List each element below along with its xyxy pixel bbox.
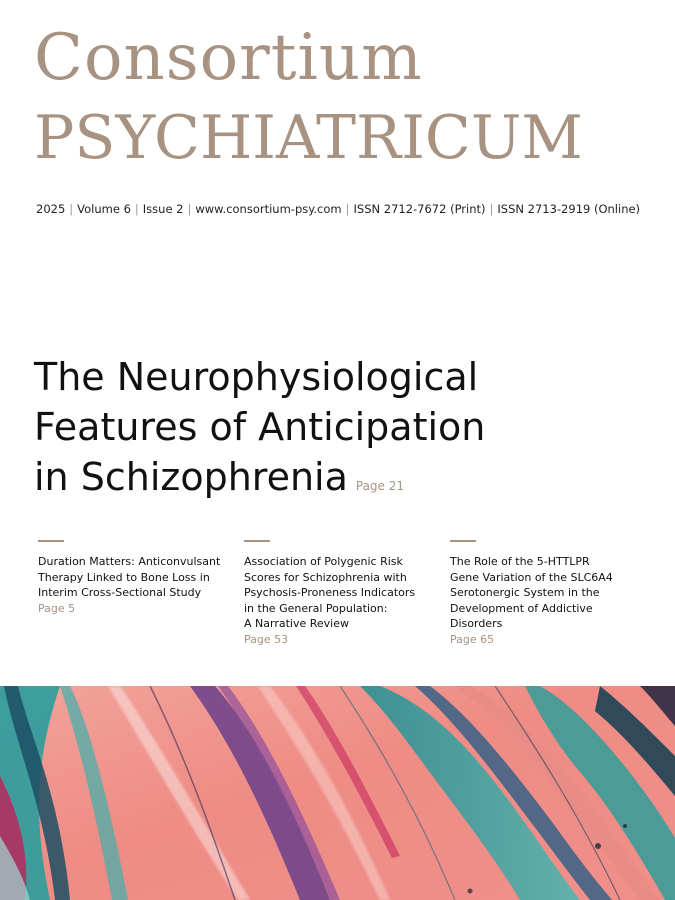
masthead-psychiatricum: PSYCHIATRICUM bbox=[34, 103, 583, 173]
article-title-line: Gene Variation of the SLC6A4 bbox=[450, 570, 613, 584]
issue-number: Issue 2 bbox=[142, 202, 184, 216]
issue-info-bar bbox=[36, 201, 640, 217]
feature-title-line-text: in Schizophrenia bbox=[34, 455, 348, 499]
article-item bbox=[38, 540, 228, 616]
feature-title-line: Features of Anticipation bbox=[34, 405, 486, 449]
article-title-line: Association of Polygenic Risk bbox=[244, 555, 403, 568]
journal-website: www.consortium-psy.com bbox=[195, 202, 342, 216]
article-title-line: Serotonergic System in the bbox=[450, 586, 600, 599]
separator: | bbox=[134, 202, 139, 216]
feature-title-line: The Neurophysiological bbox=[34, 355, 479, 399]
feature-article bbox=[34, 352, 634, 511]
article-title-line: The Role of the 5-HTTLPR bbox=[450, 555, 590, 568]
article-title-line: in the General Population: bbox=[244, 601, 388, 615]
article-page-number: Page 5 bbox=[38, 601, 76, 615]
article-title-line: Development of Addictive bbox=[450, 601, 593, 615]
issue-year: 2025 bbox=[36, 202, 66, 216]
journal-masthead bbox=[0, 0, 675, 230]
article-title-line: Scores for Schizophrenia with bbox=[244, 570, 407, 584]
masthead-consortium: Consortium bbox=[34, 21, 423, 95]
separator: | bbox=[345, 202, 350, 216]
issue-volume: Volume 6 bbox=[77, 202, 131, 216]
article-list bbox=[38, 540, 648, 660]
article-title-line: A Narrative Review bbox=[244, 617, 349, 630]
article-page-number: Page 53 bbox=[244, 632, 289, 646]
issn-online: ISSN 2713-2919 (Online) bbox=[497, 202, 641, 216]
article-title-line: Duration Matters: Anticonvulsant bbox=[38, 555, 221, 568]
article-rule bbox=[38, 540, 64, 542]
feature-title-line-last bbox=[34, 452, 634, 511]
article-rule bbox=[244, 540, 270, 542]
feature-title bbox=[34, 352, 634, 511]
article-title-line: Therapy Linked to Bone Loss in bbox=[38, 570, 210, 584]
separator: | bbox=[489, 202, 494, 216]
article-page-number: Page 65 bbox=[450, 632, 495, 646]
separator: | bbox=[187, 202, 192, 216]
article-rule bbox=[450, 540, 476, 542]
paint-swirl-image bbox=[0, 686, 675, 900]
issn-print: ISSN 2712-7672 (Print) bbox=[353, 202, 486, 216]
article-title-line: Disorders bbox=[450, 617, 503, 630]
abstract-paint-artwork bbox=[0, 686, 675, 900]
article-item bbox=[450, 540, 640, 647]
article-title bbox=[450, 554, 640, 632]
article-title bbox=[244, 554, 434, 632]
article-title-line: Psychosis-Proneness Indicators bbox=[244, 586, 416, 599]
article-item bbox=[244, 540, 434, 647]
feature-page-number: Page 21 bbox=[355, 479, 405, 493]
article-title bbox=[38, 554, 228, 601]
separator: | bbox=[69, 202, 74, 216]
article-title-line: Interim Cross-Sectional Study bbox=[38, 586, 202, 599]
